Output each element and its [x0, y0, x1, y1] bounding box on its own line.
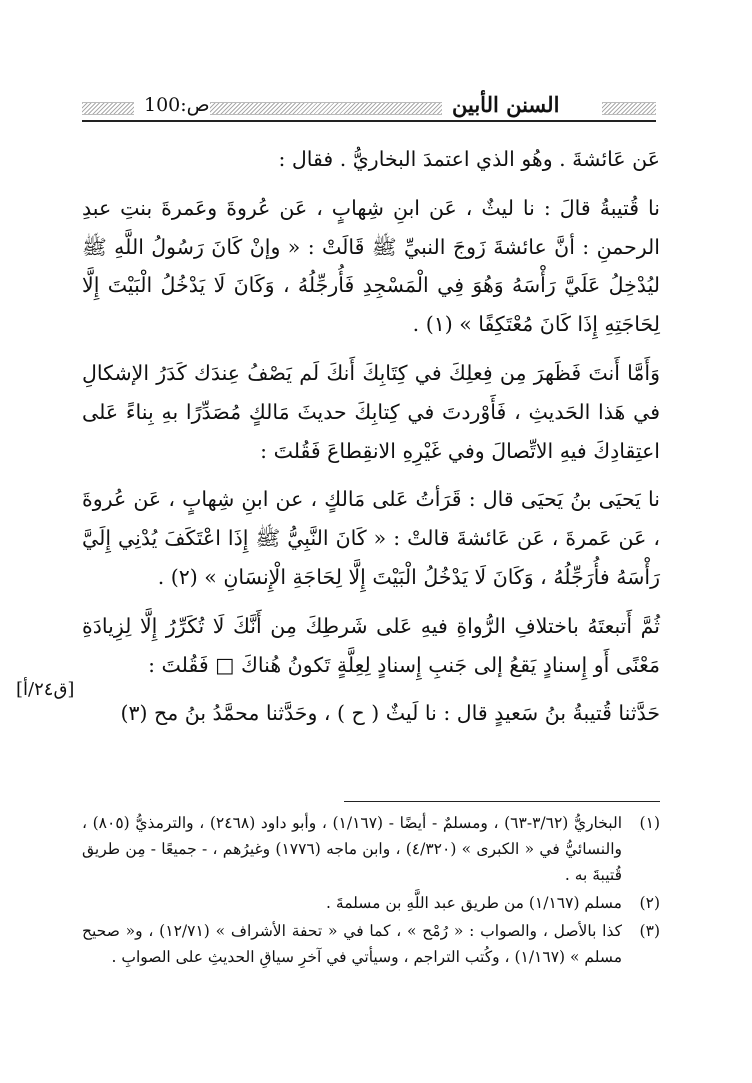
footnote-text: كذا بالأصل ، والصواب : « رُمْح » ، كما في « تحفة الأشراف » (١٢/٧١) ، و« صحيح مسلم » (١/١٦٧) ، وكُتب التراجم ، وسيأتي في آخرِ سياقِ الحديثِ على الصوابِ . [82, 922, 622, 966]
paragraph: عَن عَائشةَ . وهُو الذي اعتمدَ البخاريُّ . فقال : [278, 147, 660, 171]
header-ornament-right [602, 102, 656, 115]
header-ornament-left [82, 102, 134, 115]
footnote [82, 918, 660, 970]
paragraph: وَأَمَّا أَنتَ فَظَهرَ مِن فِعلِكَ في كِتَابِكَ أَنكَ لَم يَصْفُ عِندَك كَدَرُ الإشكالِ في هَذا الحَديثِ ، فَأَوْردتَ في كِتابِكَ حديثَ مَالكٍ مُصَدِّرًا بهِ بِناءً عَلى اعتِقادِكَ فيهِ الاتِّصالَ وفي غَيْرِهِ الانقِطاعَ فَقُلتَ : [82, 360, 660, 463]
footnote-separator [344, 801, 660, 802]
paragraph: نا قُتيبةُ قالَ : نا ليثٌ ، عَن ابنِ شِهابٍ ، عَن عُروةَ وعَمرةَ بنتِ عبدِ الرحمنِ : أنَّ عائشةَ زَوجَ النبيِّ ﷺ قَالَتْ : « وإنْ كَانَ رَسُولُ اللَّهِ ﷺ ليُدْخِلُ عَلَيَّ رَأْسَهُ وَهُوَ فِي الْمَسْجِدِ فَأُرجِّلُهُ ، وَكَانَ لَا يَدْخُلُ الْبَيْتَ إِلَّا لِحَاجَتِهِ إِذَا كَانَ مُعْتَكِفًا » (١) . [82, 195, 660, 337]
footnote [82, 810, 660, 888]
paragraph: ثُمَّ أَتبعتَهُ باختلافِ الرُّواةِ فيهِ عَلى شَرطِكَ مِن أَنَّكَ لَا تُكَرِّرُ إِلَّا لِزِيادَةِ مَعْنًى أَو إِسنادٍ يَقعُ إلى جَنبِ إِسنادٍ لِعِلَّةٍ تَكونُ هُناكَ □ فَقُلتَ : [82, 613, 660, 677]
main-text [82, 140, 660, 733]
footnotes [82, 810, 660, 972]
paragraph: نا يَحيَى بنُ يَحيَى قال : قَرَأتُ عَلى مَالكٍ ، عن ابنِ شِهابٍ ، عَن عُروةَ ، عَن عَمرةَ ، عَن عَائشةَ قالتْ : « كَانَ النَّبِيُّ ﷺ إِذَا اعْتَكَفَ يُدْنِي إِلَيَّ رَأْسَهُ فأُرَجِّلُهُ ، وَكَانَ لَا يَدْخُلُ الْبَيْتَ إِلَّا لِحَاجَةِ الْإِنسَانِ » (٢) . [82, 487, 660, 589]
running-header [82, 92, 656, 122]
footnote-number: (٣) [639, 922, 660, 940]
page-number: ص:100 [144, 94, 210, 116]
book-title: السنن الأبين [452, 92, 560, 117]
paragraph: حَدَّثنا قُتيبةُ بنُ سَعيدٍ قال : نا لَيثٌ ( ح ) ، وحَدَّثنا محمَّدُ بنُ مح (٣) [120, 701, 660, 726]
footnote-number: (١) [639, 814, 660, 832]
header-ornament-middle [210, 102, 442, 115]
footnote-text: البخاريُّ (٣/٦٢-٦٣) ، ومسلمٌ - أيضًا - (١/١٦٧) ، وأبو داود (٢٤٦٨) ، والترمذيُّ (٨٠٥) ، والنسائيُّ في « الكبرى » (٤/٣٢٠) ، وابن ماجه (١٧٧٦) وغيرُهم ، - جميعًا - مِن طريق قُتيبةَ به . [82, 814, 622, 884]
footnote-number: (٢) [639, 894, 660, 912]
footnote-text: مسلم (١/١٦٧) من طريق عبد اللَّهِ بن مسلمةَ . [326, 894, 622, 912]
footnote [82, 890, 660, 916]
header-rule [82, 120, 656, 122]
manuscript-folio-marker: [ق٢٤/أ] [16, 679, 75, 700]
